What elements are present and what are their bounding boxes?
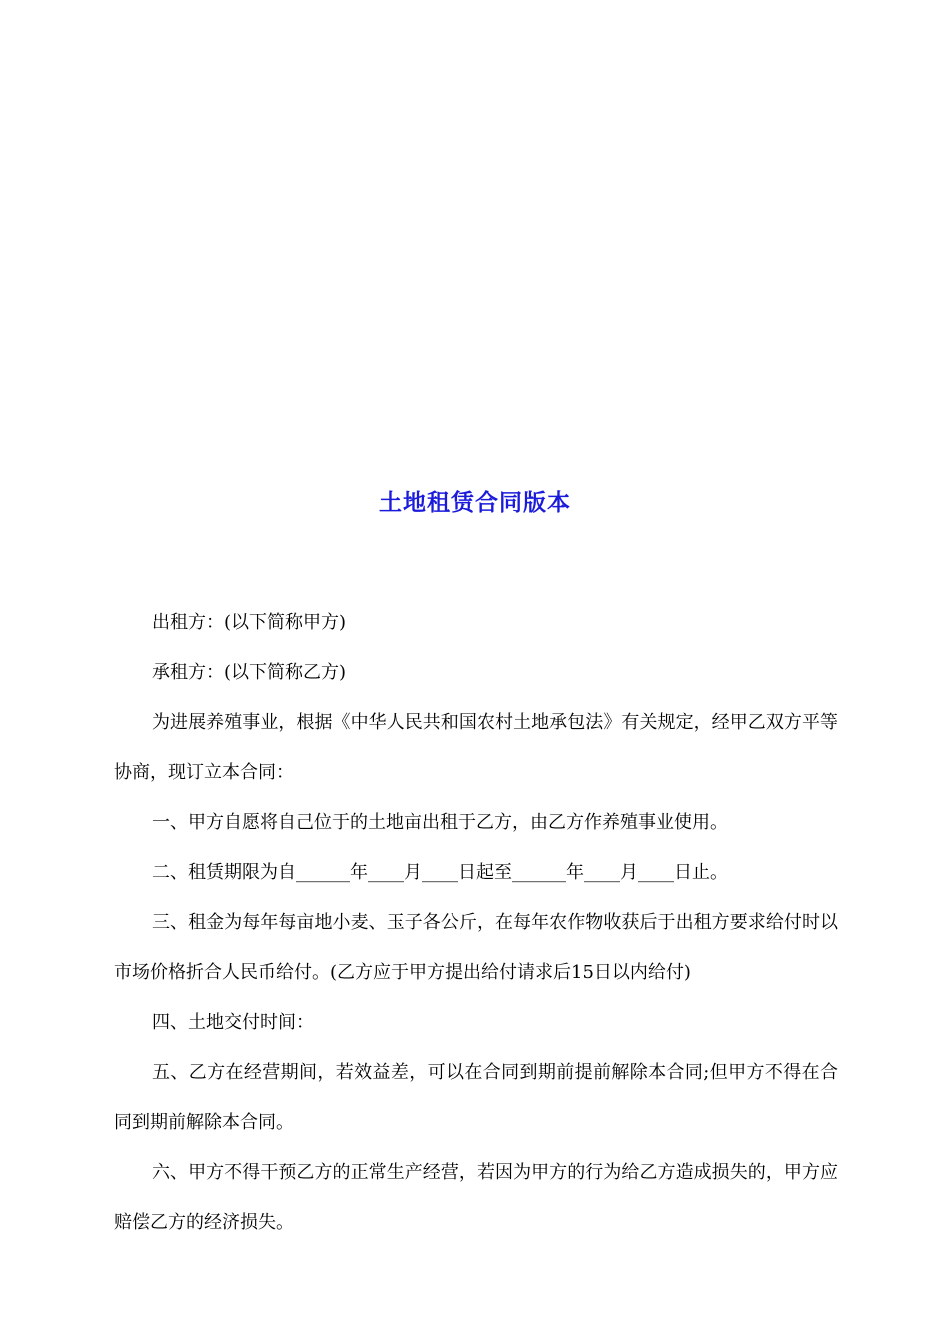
lessee-line: 承租方：(以下简称乙方)	[152, 662, 347, 683]
clause-5: 五、乙方在经营期间，若效益差，可以在合同到期前提前解除本合同;但甲方不得在合同到期前解除本合同。	[114, 1062, 838, 1133]
lessor-line: 出租方：(以下简称甲方)	[152, 612, 347, 633]
clause-1: 一、甲方自愿将自己位于的土地亩出租于乙方，由乙方作养殖事业使用。	[152, 812, 728, 833]
clause-6: 六、甲方不得干预乙方的正常生产经营，若因为甲方的行为给乙方造成损失的，甲方应赔偿乙方的经济损失。	[114, 1162, 838, 1233]
contract-body	[114, 598, 838, 1248]
clause-3: 三、租金为每年每亩地小麦、玉子各公斤，在每年农作物收获后于出租方要求给付时以市场价格折合人民币给付。(乙方应于甲方提出给付请求后15日以内给付)	[114, 912, 838, 983]
clause-2: 二、租赁期限为自______年____月____日起至______年____月____日止。	[152, 862, 728, 883]
document-title: 土地租赁合同版本	[379, 489, 571, 516]
clause-4: 四、土地交付时间：	[152, 1012, 314, 1033]
preamble-paragraph: 为进展养殖事业，根据《中华人民共和国农村土地承包法》有关规定，经甲乙双方平等协商，现订立本合同：	[114, 712, 838, 783]
